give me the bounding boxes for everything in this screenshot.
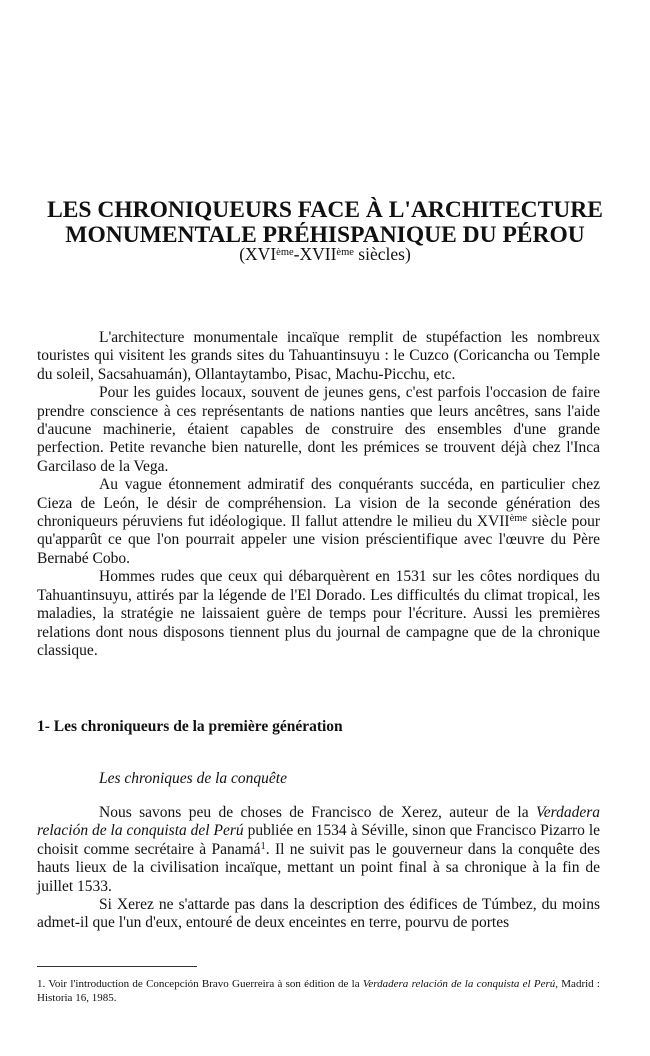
paragraph-4: Hommes rudes que ceux qui débarquèrent en 1531 sur les côtes nordiques du Tahuantinsuyu, attirés par la légende de l'El Dorado. Les difficultés du climat tropical, les maladies, la stratégie ne laissaient guère de temps pour l'écriture. Aussi les premières relations dont nous disposons tiennent plus du journal de campagne que de la chronique classique.: [37, 568, 600, 659]
section-text: [37, 804, 600, 933]
footnote-divider: [37, 966, 197, 967]
paragraph-1: L'architecture monumentale incaïque remplit de stupéfaction les nombreux touristes qui visitent les grands sites du Tahuantinsuyu : le Cuzco (Coricancha ou Temple du soleil, Sacsahuamán), Ollantaytambo, Pisac, Machu-Picchu, etc.: [37, 329, 600, 383]
page-title-line-1: LES CHRONIQUEURS FACE À L'ARCHITECTURE: [47, 197, 603, 223]
section-heading: 1- Les chroniqueurs de la première génération: [37, 718, 343, 735]
page-title-line-2: MONUMENTALE PRÉHISPANIQUE DU PÉROU: [65, 222, 585, 248]
footnote-1: 1. Voir l'introduction de Concepción Bravo Guerreira à son édition de la Verdadera relación de la conquista el Perú, Madrid : Historia 16, 1985.: [37, 978, 600, 1004]
paragraph-6: Si Xerez ne s'attarde pas dans la description des édifices de Túmbez, du moins admet-il que l'un d'eux, entouré de deux enceintes en terre, pourvu de portes: [37, 896, 600, 932]
paragraph-5: Nous savons peu de choses de Francisco de Xerez, auteur de la Verdadera relación de la conquista del Perú publiée en 1534 à Séville, sinon que Francisco Pizarro le choisit comme secrétaire à Panamá$^1$. Il ne suivit pas le gouverneur dans la conquête des hauts lieux de la civilisation incaïque, mettant un point final à sa chronique à la fin de juillet 1533.: [37, 804, 601, 895]
intro-text: [37, 329, 600, 660]
paragraph-3: Au vague étonnement admiratif des conquérants succéda, en particulier chez Cieza de León, le désir de compréhension. La vision de la seconde génération des chroniqueurs péruviens fut idéologique. Il fallut attendre le milieu du XVIIème siècle pour qu'apparût ce que l'on pourrait appeler une vision préscientifique avec l'œuvre du Père Bernabé Cobo.: [37, 476, 600, 567]
subsection-heading: Les chroniques de la conquête: [99, 770, 287, 787]
paragraph-2: Pour les guides locaux, souvent de jeunes gens, c'est parfois l'occasion de faire prendre conscience à ces représentants de nations nanties que leurs ancêtres, sans l'aide d'aucune machinerie, étaient capables de construire des ensembles d'une grande perfection. Petite revanche bien naturelle, dont les prémices se trouvent déjà chez l'Inca Garcilaso de la Vega.: [37, 384, 600, 475]
page-subtitle: (XVIème-XVIIème siècles): [239, 244, 411, 264]
